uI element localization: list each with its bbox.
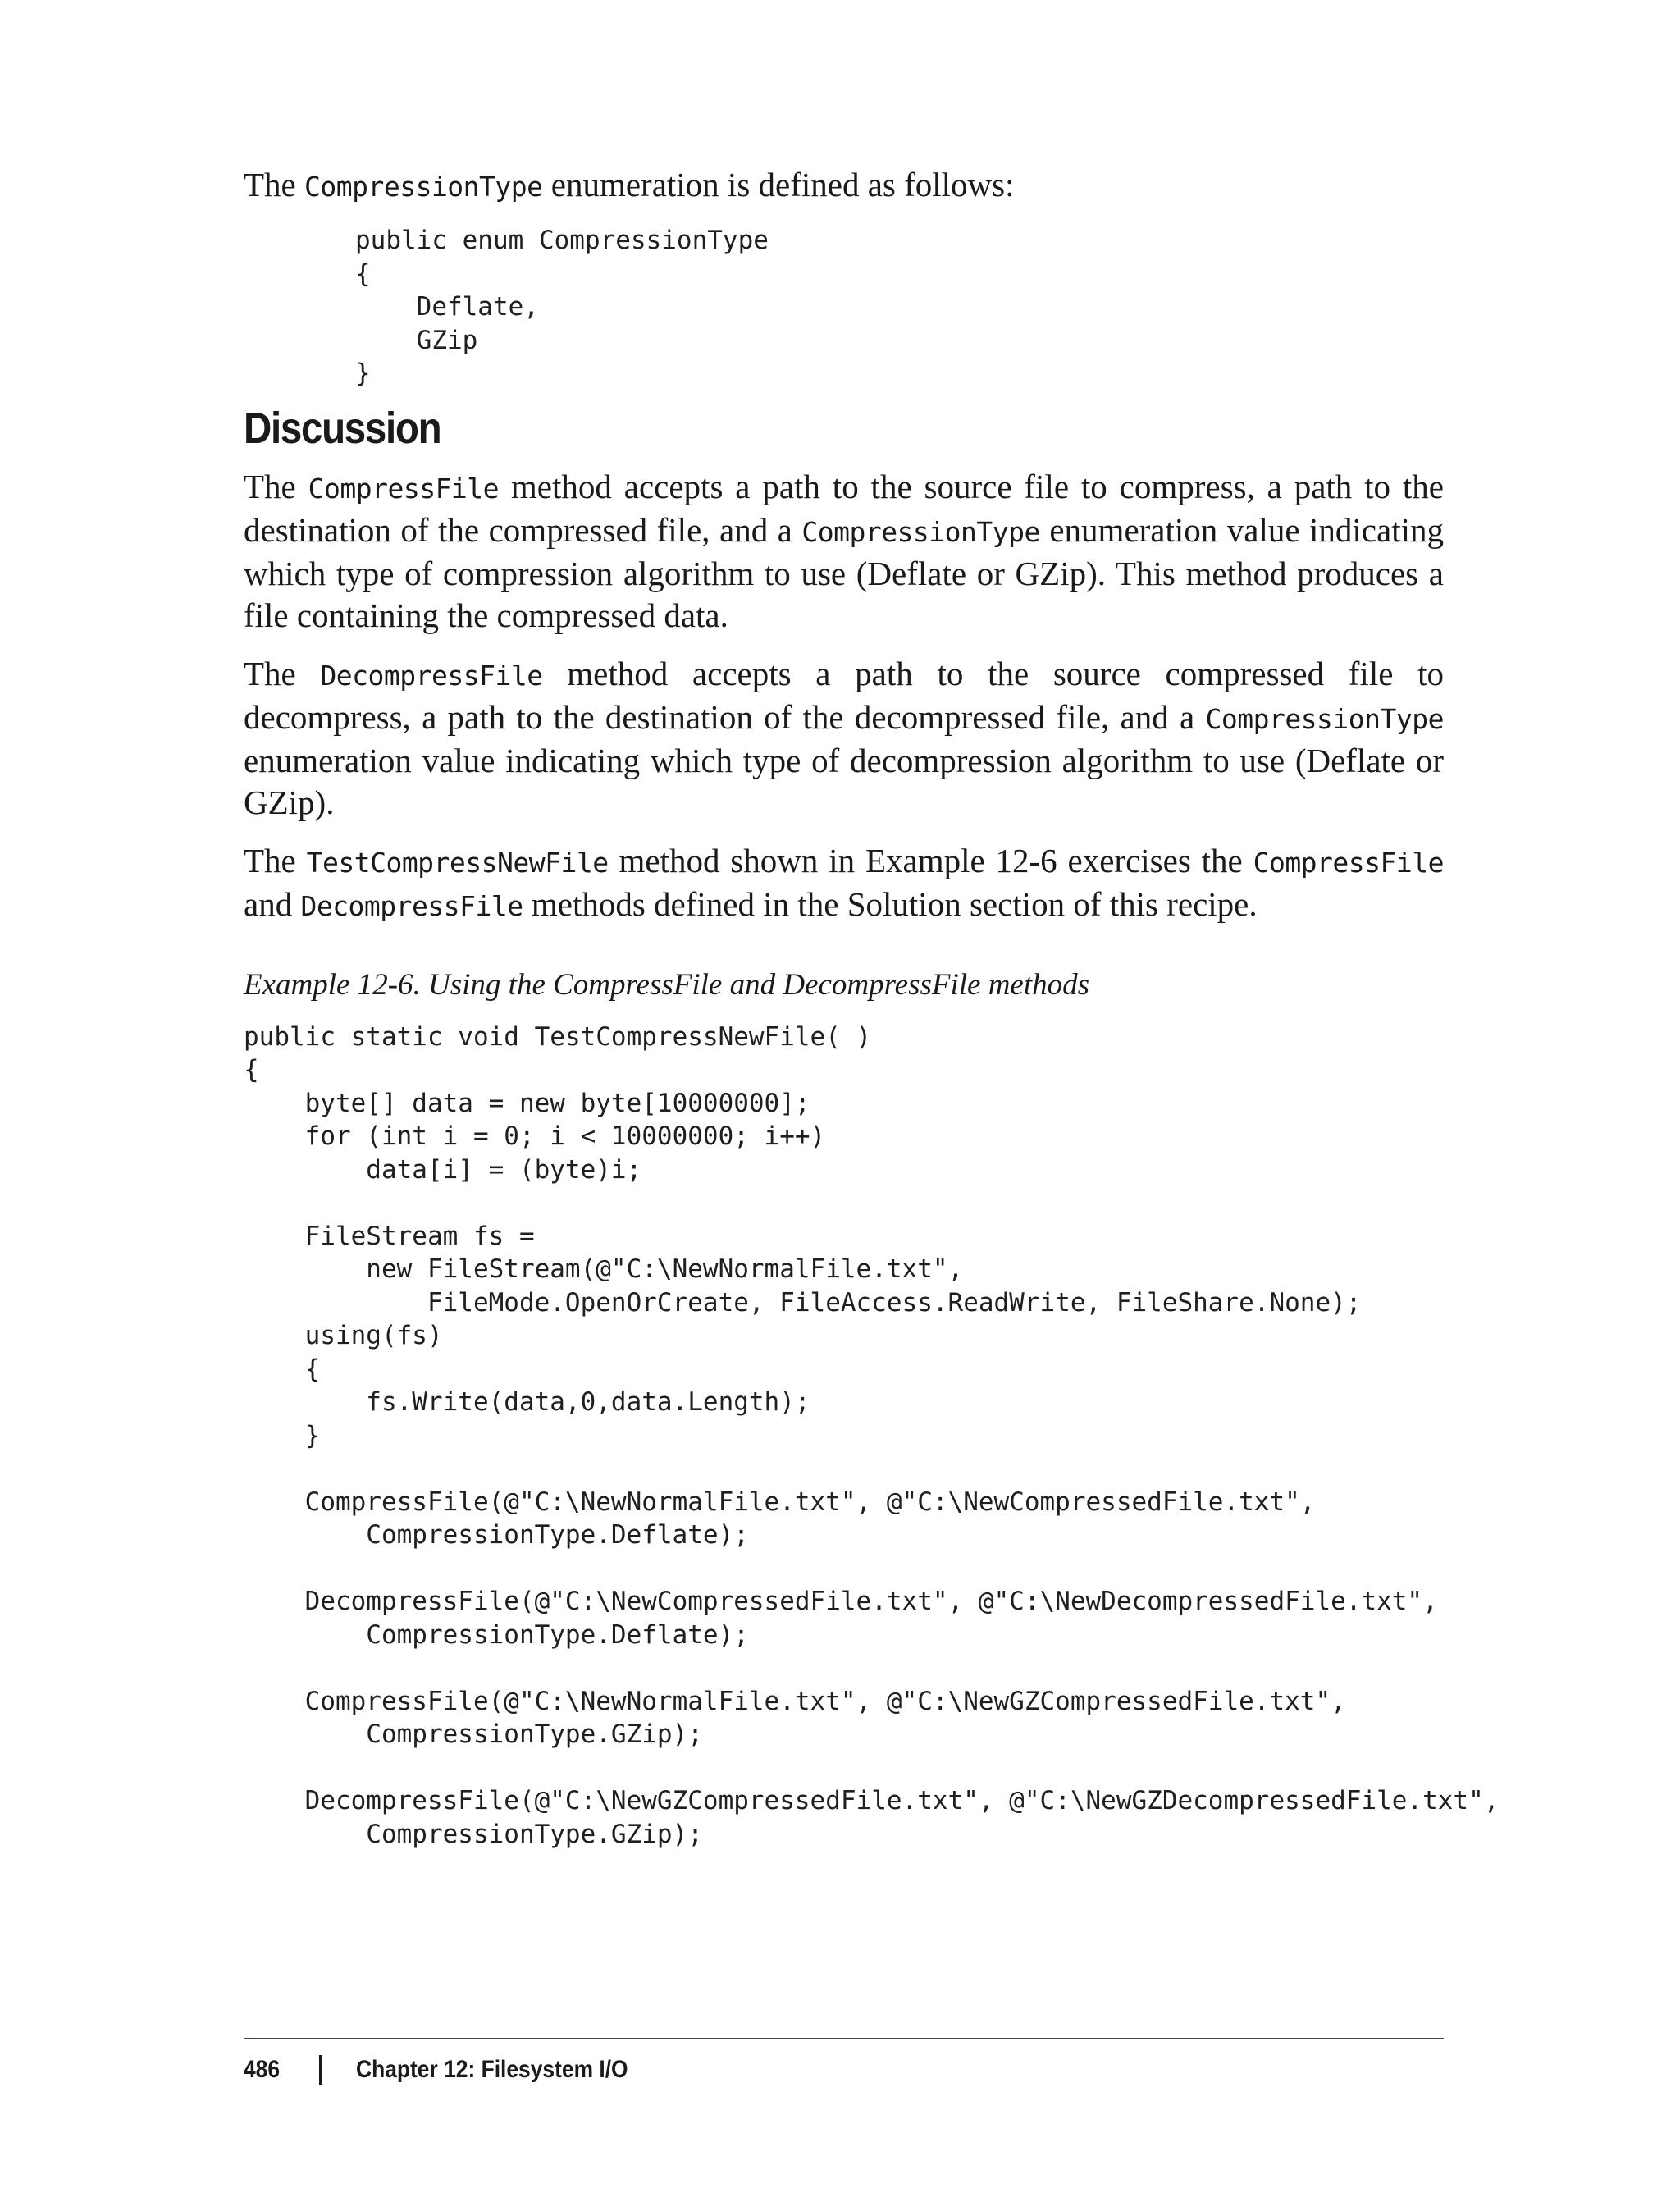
paragraph-text: The	[244, 841, 307, 879]
paragraph-text: method shown in Example 12-6 exercises the	[608, 841, 1253, 879]
inline-code: CompressFile	[1253, 846, 1444, 879]
example-code-block: public static void TestCompressNewFile( ) { byte[] data = new byte[10000000]; for (int i = 0; i < 10000000; i++) data[i] = (byte)i; FileStream fs = new FileStream(@"C:\NewNormalFile.txt", FileMode.OpenOrCreate, FileAccess.ReadWrite, FileShare.None); using(fs) { fs.Write(data,0,data.Length); } CompressFile(@"C:\NewNormalFile.txt", @"C:\NewCompressedFile.txt", CompressionType.Deflate); DecompressFile(@"C:\NewCompressedFile.txt", @"C:\NewDecompressedFile.txt", CompressionType.Deflate); CompressFile(@"C:\NewNormalFile.txt", @"C:\NewGZCompressedFile.txt", CompressionType.GZip); DecompressFile(@"C:\NewGZCompressedFile.txt", @"C:\NewGZDecompressedFile.txt", CompressionType.GZip);	[244, 1021, 1500, 1849]
section-heading: Discussion	[244, 403, 441, 453]
inline-code: DecompressFile	[300, 889, 523, 922]
page-number: 486	[244, 2056, 281, 2084]
footer-separator	[319, 2055, 322, 2085]
intro-text: enumeration is defined as follows:	[542, 166, 1015, 203]
page-footer	[244, 2038, 1444, 2086]
discussion-paragraph-3	[244, 840, 1444, 927]
inline-code: CompressFile	[308, 472, 500, 505]
inline-code: DecompressFile	[320, 659, 543, 692]
paragraph-text: method accepts a path to the source file to compress, a path to the destination of the compressed file, and a	[244, 467, 1445, 549]
discussion-paragraph-2	[244, 653, 1444, 824]
paragraph-text: enumeration value indicating which type of decompression algorithm to use (Deflate or GZip).	[244, 741, 1444, 821]
inline-code: CompressionType	[1205, 702, 1444, 735]
chapter-title: Chapter 12: Filesystem I/O	[356, 2056, 628, 2084]
discussion-paragraph-1	[244, 466, 1444, 637]
inline-code: CompressionType	[304, 171, 543, 203]
paragraph-text: The	[244, 654, 321, 692]
paragraph-text: methods defined in the Solution section of this recipe.	[523, 884, 1258, 923]
intro-text: The	[244, 166, 304, 203]
paragraph-text: method accepts a path to the source compressed file to decompress, a path to the destination of the decompressed file, and a	[244, 654, 1444, 736]
inline-code: CompressionType	[801, 515, 1040, 548]
inline-code: TestCompressNewFile	[306, 846, 609, 879]
paragraph-text: enumeration value indicating which type of compression algorithm to use (Deflate or GZip). This method produces a file containing the compressed data.	[244, 510, 1444, 634]
page-content	[244, 164, 1500, 1851]
paragraph-text: The	[244, 467, 308, 505]
intro-paragraph	[244, 164, 1444, 208]
example-caption: Example 12-6. Using the CompressFile and DecompressFile methods	[244, 967, 1090, 1002]
paragraph-text: and	[244, 884, 301, 923]
enum-code-block: public enum CompressionType { Deflate, GZip }	[355, 226, 769, 388]
